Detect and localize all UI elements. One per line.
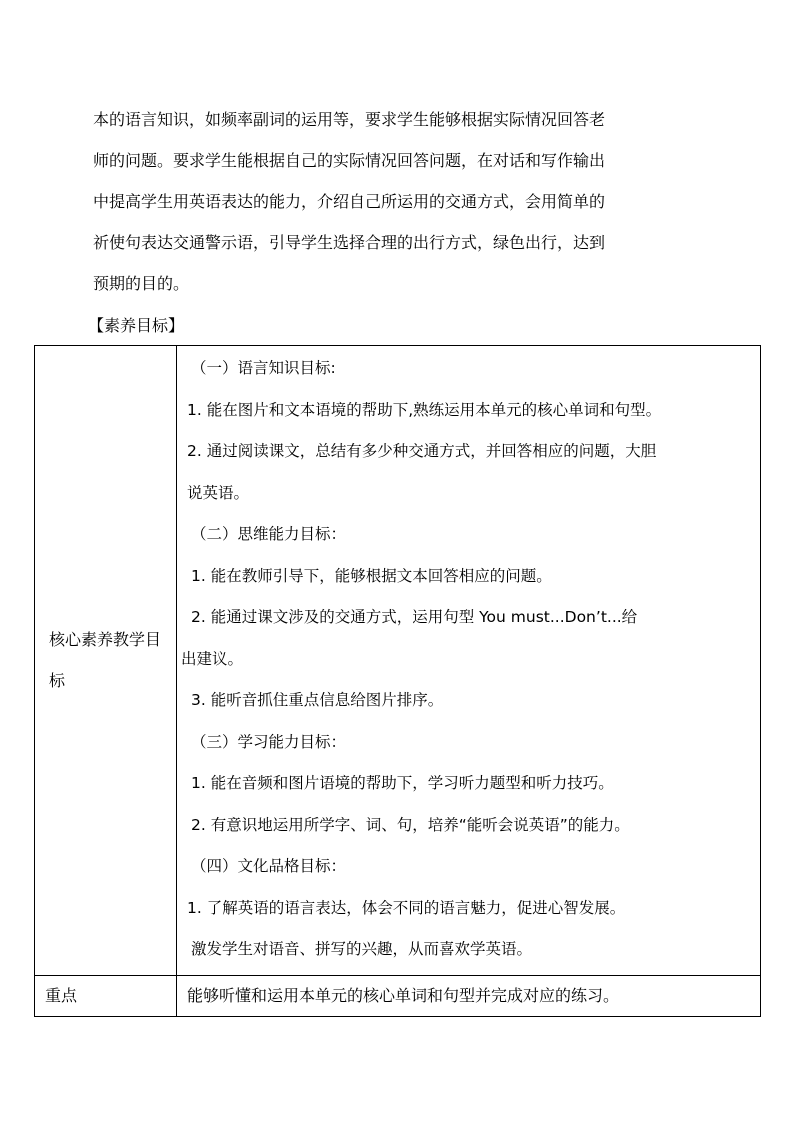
- key-text: 能够听懂和运用本单元的核心单词和句型并完成对应的练习。: [187, 985, 620, 1005]
- goal-item-continued: 说英语。: [187, 483, 250, 502]
- goal-item: 1. 能在图片和文本语境的帮助下,熟练运用本单元的核心单词和句型。: [187, 400, 662, 419]
- goal-heading-culture: （四）文化品格目标：: [191, 857, 347, 875]
- key-content-cell: [177, 975, 761, 1016]
- intro-line: 本的语言知识，如频率副词的运用等，要求学生能够根据实际情况回答老: [93, 110, 606, 129]
- goal-item: 3. 能听音抓住重点信息给图片排序。: [191, 691, 444, 709]
- goals-content-cell: [177, 346, 761, 976]
- goal-item: 1. 能在教师引导下，能够根据文本回答相应的问题。: [191, 566, 552, 585]
- goal-heading-learning: （三）学习能力目标：: [191, 732, 347, 751]
- goal-item: 2. 通过阅读课文，总结有多少种交通方式，并回答相应的问题，大胆: [187, 442, 657, 460]
- intro-line: 中提高学生用英语表达的能力，介绍自己所运用的交通方式，会用简单的: [93, 192, 606, 211]
- goal-heading-thinking: （二）思维能力目标：: [191, 525, 347, 543]
- goals-table: [34, 345, 761, 1017]
- key-row: [35, 975, 761, 1016]
- goal-item-continued: 出建议。: [181, 649, 244, 668]
- intro-line: 预期的目的。: [93, 274, 190, 293]
- intro-line: 师的问题。要求学生能根据自己的实际情况回答问题，在对话和写作输出: [93, 151, 606, 170]
- goals-label-cell: [35, 346, 177, 976]
- goal-item: 激发学生对语音、拼写的兴趣，从而喜欢学英语。: [191, 940, 533, 958]
- goal-item: 2. 能通过课文涉及的交通方式，运用句型 You must...Don’t...给: [191, 608, 638, 626]
- intro-line: 祈使句表达交通警示语，引导学生选择合理的出行方式，绿色出行，达到: [93, 233, 606, 252]
- goal-item: 1. 能在音频和图片语境的帮助下，学习听力题型和听力技巧。: [191, 774, 614, 792]
- goals-label: 核心素养教学目标: [49, 630, 162, 691]
- goal-item: 1. 了解英语的语言表达，体会不同的语言魅力，促进心智发展。: [187, 898, 626, 917]
- goal-heading-language: （一）语言知识目标:: [191, 359, 336, 377]
- goal-item: 2. 有意识地运用所学字、词、句，培养“能听会说英语”的能力。: [191, 815, 630, 834]
- section-heading: 【素养目标】: [88, 316, 185, 335]
- key-label: 重点: [45, 985, 78, 1005]
- goals-row: [35, 346, 761, 976]
- intro-paragraph: [93, 99, 713, 304]
- key-label-cell: [35, 975, 177, 1016]
